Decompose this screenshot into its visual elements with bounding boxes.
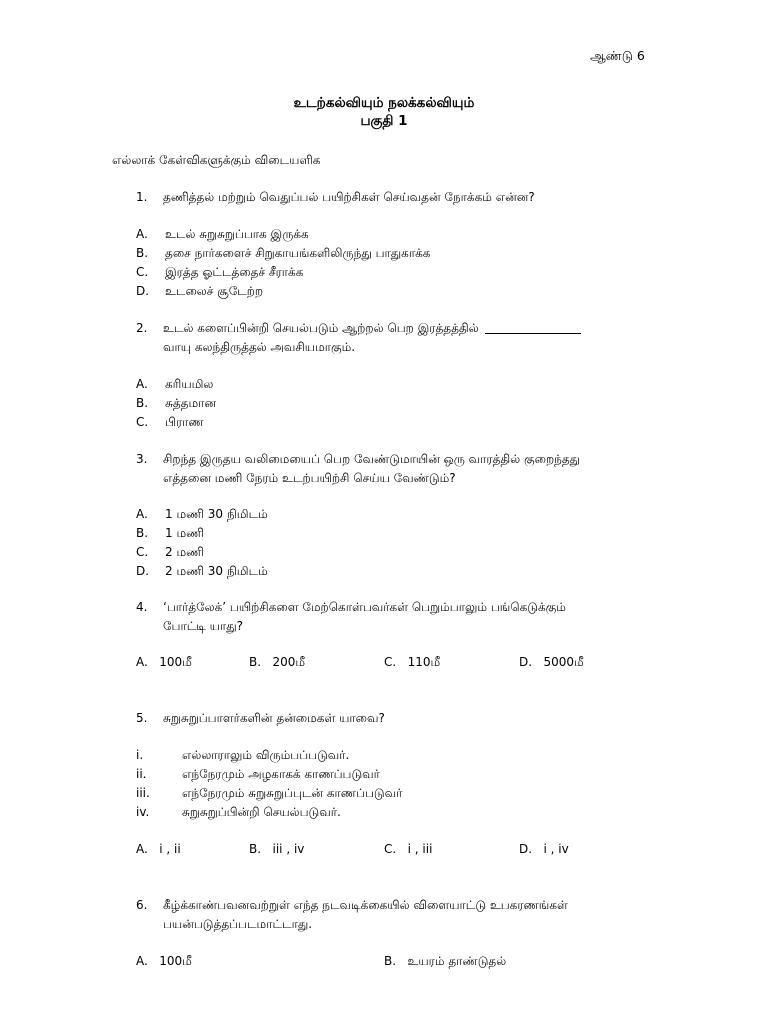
option-letter: A. xyxy=(136,655,148,669)
question-text: ‘பார்த்லேக்’ பயிற்சிகளை மேற்கொள்பவர்கள் பெறும்பாலும் பங்கெடுக்கும் xyxy=(163,600,566,614)
question-text: எத்தனை மணி நேரம் உடற்பயிற்சி செய்ய வேண்டும்? xyxy=(163,471,456,485)
option-letter: B. xyxy=(249,842,262,856)
option-b xyxy=(249,842,304,856)
statement-text: எந்நேரமும் அழகாகக் காணப்படுவர் xyxy=(182,767,380,781)
option-letter: C. xyxy=(136,265,149,279)
option-a xyxy=(136,655,192,671)
option-text: i , iv xyxy=(543,842,569,856)
option-b xyxy=(384,954,506,970)
option-text: உயரம் தாண்டுதல் xyxy=(407,954,507,968)
option-letter: C. xyxy=(136,545,149,559)
statement-text: எந்நேரமும் சுறுசுறுப்புடன் காணப்படுவர் xyxy=(182,786,403,800)
question-text: கீழ்க்காண்பவனவற்றுள் எந்த நடவடிக்கையில் விளையாட்டு உபகரணங்கள் xyxy=(163,898,568,912)
option-text: 1 மணி xyxy=(165,526,204,540)
statement-number: i. xyxy=(136,748,144,762)
option-text: கரியமில xyxy=(165,377,214,391)
option-text: 5000மீ xyxy=(543,655,584,669)
option-d xyxy=(519,655,584,671)
option-letter: B. xyxy=(136,526,149,540)
option-letter: A. xyxy=(136,377,148,391)
question-number: 4. xyxy=(136,600,148,614)
statement-number: ii. xyxy=(136,767,147,781)
question-text-line xyxy=(163,321,581,337)
option-letter: A. xyxy=(136,954,148,968)
option-text: சுத்தமான xyxy=(165,396,217,410)
option-text: 2 மணி xyxy=(165,545,204,559)
option-a xyxy=(136,842,181,856)
option-letter: D. xyxy=(136,284,150,298)
option-text: 100மீ xyxy=(159,655,192,669)
option-letter: A. xyxy=(136,507,148,521)
option-letter: C. xyxy=(136,415,149,429)
option-text: இரத்த ஓட்டத்தைச் சீராக்க xyxy=(165,265,304,279)
option-letter: D. xyxy=(519,842,533,856)
statement-text: சுறுசுறுப்பின்றி செயல்படுவர். xyxy=(182,805,341,819)
section-title: பகுதி 1 xyxy=(360,113,408,129)
option-letter: A. xyxy=(136,227,148,241)
statement-text: எல்லாராலும் விரும்பப்படுவர். xyxy=(182,748,350,762)
question-text: தணித்தல் மற்றும் வெதுப்பல் பயிற்சிகள் செய்வதன் நோக்கம் என்ன? xyxy=(163,190,535,204)
option-d xyxy=(519,842,569,856)
statement-number: iv. xyxy=(136,805,150,819)
option-letter: C. xyxy=(384,655,397,669)
question-text: சிறந்த இருதய வலிமையைப் பெற வேண்டுமாயின் ஒரு வாரத்தில் குறைந்தது xyxy=(163,452,581,466)
option-text: 1 மணி 30 நிமிடம் xyxy=(165,507,268,521)
option-text: iii , iv xyxy=(272,842,305,856)
question-number: 1. xyxy=(136,190,148,204)
question-text: போட்டி யாது? xyxy=(163,619,243,633)
option-text: பிராண xyxy=(165,415,204,429)
option-text: தசை நார்களைச் சிறுகாயங்களிலிருந்து பாதுகாக்க xyxy=(165,246,431,260)
option-text: 100மீ xyxy=(159,954,192,968)
question-number: 3. xyxy=(136,452,148,466)
option-c xyxy=(384,655,440,671)
page-title: உடற்கல்வியும் நலக்கல்வியும் xyxy=(293,95,475,111)
question-number: 6. xyxy=(136,898,148,912)
option-letter: D. xyxy=(519,655,533,669)
option-text: i , iii xyxy=(407,842,433,856)
statement-number: iii. xyxy=(136,786,150,800)
year-label: ஆண்டு 6 xyxy=(590,48,645,63)
question-text: சுறுசுறுப்பாளர்களின் தன்மைகள் யாவை? xyxy=(163,711,385,725)
option-text: உடல் சுறுசுறுப்பாக இருக்க xyxy=(165,227,309,241)
option-text: i , ii xyxy=(159,842,181,856)
instruction-text: எல்லாக் கேள்விகளுக்கும் விடையளிக xyxy=(112,153,321,167)
option-letter: C. xyxy=(384,842,397,856)
option-text: 2 மணி 30 நிமிடம் xyxy=(165,564,268,578)
question-number: 2. xyxy=(136,321,148,335)
option-text: 110மீ xyxy=(407,655,441,669)
option-letter: B. xyxy=(136,246,149,260)
question-text: உடல் களைப்பின்றி செயல்படும் ஆற்றல் பெற இரத்தத்தில் xyxy=(163,321,479,335)
option-letter: D. xyxy=(136,564,150,578)
option-letter: B. xyxy=(384,954,397,968)
option-b xyxy=(249,655,305,671)
question-text: பயன்படுத்தப்படமாட்டாது. xyxy=(163,917,313,931)
option-c xyxy=(384,842,432,856)
option-letter: B. xyxy=(249,655,262,669)
answer-blank xyxy=(485,333,581,334)
option-letter: B. xyxy=(136,396,149,410)
option-text: உடலைச் சூடேற்ற xyxy=(165,284,264,298)
option-text: 200மீ xyxy=(272,655,306,669)
question-number: 5. xyxy=(136,711,148,725)
option-a xyxy=(136,954,192,970)
question-text: வாயு கலந்திருத்தல் அவசியமாகும். xyxy=(163,340,356,354)
option-letter: A. xyxy=(136,842,148,856)
